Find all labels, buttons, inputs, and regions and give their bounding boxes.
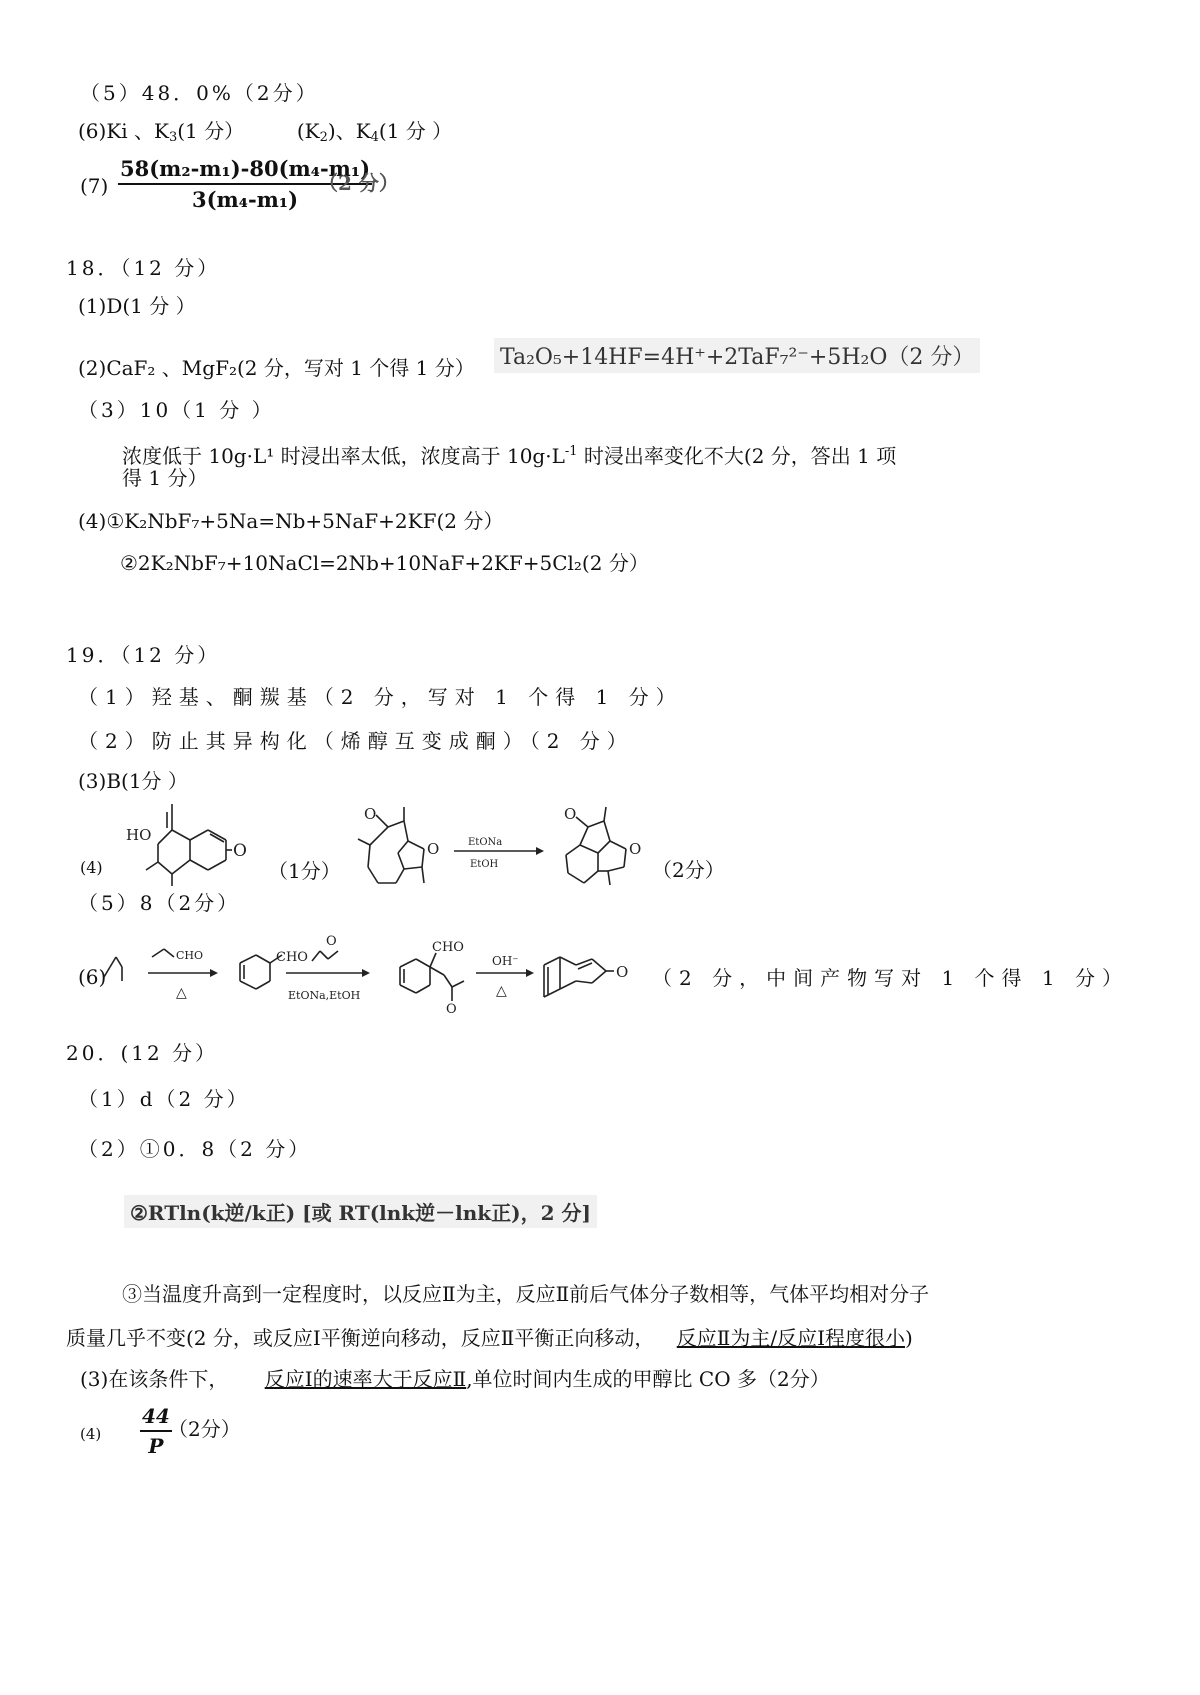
q18-line1: (1)D(1 分 ）: [78, 294, 196, 318]
route-cho-2: CHO: [276, 950, 308, 965]
hydroxyl-label: HO: [126, 826, 152, 844]
ketone-o-label-c2: O: [629, 840, 642, 858]
q19-structure-a: [120, 800, 250, 890]
q17-line7-label: (7): [80, 174, 109, 198]
q19-score-1: （1分）: [268, 859, 341, 883]
q18-line2: (2)CaF₂ 、MgF₂(2 分，写对 1 个得 1 分）: [78, 356, 475, 380]
route-delta-2: △: [496, 983, 507, 999]
q19-structure-b: [348, 805, 438, 895]
q19-line1: （1）羟基、酮羰基（2 分，写对 1 个得 1 分）: [78, 685, 683, 709]
q20-line3a: ③当温度升高到一定程度时，以反应Ⅱ为主，反应Ⅱ前后气体分子数相等，气体平均相对分子: [122, 1282, 930, 1306]
q18-line3-text: 浓度低于 10g·L¹ 时浸出率太低，浓度高于 $10g\cdot L^{-1}$ 时浸出率变化不大(2 分，答出 1 项: [122, 444, 897, 468]
q19-reaction-arrow: [452, 835, 542, 875]
q19-line2: （2）防止其异构化（烯醇互变成酮）（2 分）: [78, 729, 634, 753]
q18-equation: Ta₂O₅+14HF=4H⁺+2TaF₇²⁻+5H₂O（2 分）: [494, 338, 980, 373]
reagent-top: EtONa: [468, 837, 503, 848]
route-o-mid: O: [446, 1002, 457, 1017]
q20-line2: （2）①0．8（2 分）: [78, 1137, 312, 1161]
q20-fraction: $\frac{44}{P}$: [142, 1404, 170, 1458]
q18-line4b: ②2K₂NbF₇+10NaCl=2Nb+10NaF+2KF+5Cl₂(2 分）: [120, 551, 649, 575]
q20-heading: 20．(12 分）: [66, 1041, 219, 1065]
q19-line6-score: （2 分，中间产物写对 1 个得 1 分）: [652, 966, 1129, 990]
q19-synthesis-route: [100, 925, 660, 1015]
q19-score-2: （2分）: [652, 858, 725, 882]
q19-line6-label: (6): [78, 965, 107, 989]
q18-heading: 18．（12 分）: [66, 256, 221, 280]
route-delta-1: △: [176, 985, 187, 1001]
route-oh: OH⁻: [492, 954, 519, 968]
q20-line3b: 质量几乎不变(2 分，或反应Ⅰ平衡逆向移动，反应Ⅱ平衡正向移动， 反应Ⅱ为主/反应Ⅰ程度很小): [66, 1326, 913, 1350]
q17-formula-score: （2 分）: [318, 171, 399, 195]
q20-line5-label: (4): [80, 1425, 102, 1443]
q19-heading: 19．（12 分）: [66, 643, 221, 667]
route-cho-3: CHO: [432, 940, 464, 955]
route-reagent: EtONa,EtOH: [288, 989, 361, 1002]
ketone-o-label-c1: O: [564, 805, 577, 823]
q19-line3: (3)B(1分 ）: [78, 769, 188, 793]
q18-line3: （3）10（1 分 ）: [78, 398, 275, 422]
q19-line4-label: (4): [80, 858, 103, 877]
ketone-o-label-a: O: [233, 841, 247, 861]
q17-line6: (6)Ki 、$K_3(1$ 分） $(K_2)$、$K_4(1$ 分 ）: [78, 119, 453, 145]
ketone-o-label-b1: O: [364, 805, 377, 823]
route-cho-1: CHO: [176, 949, 204, 962]
route-o-top: O: [326, 934, 337, 949]
q20-line5-score: （2分）: [168, 1417, 241, 1441]
ketone-o-label-b2: O: [427, 840, 440, 858]
q17-line5: （5）48．0%（2分）: [80, 81, 319, 105]
reagent-bottom: EtOH: [470, 859, 499, 870]
route-o-end: O: [616, 963, 629, 981]
q20-line4: (3)在该条件下， 反应Ⅰ的速率大于反应Ⅱ,单位时间内生成的甲醇比 CO 多（2分）: [80, 1367, 830, 1391]
q20-line1: （1）d（2 分）: [78, 1087, 250, 1111]
q18-line3-text-cont: 得 1 分）: [122, 466, 208, 490]
q19-structure-c: [550, 805, 640, 895]
q18-line4a: (4)①K₂NbF₇+5Na=Nb+5NaF+2KF(2 分）: [78, 509, 504, 533]
q19-line5: （5）8（2分）: [78, 891, 241, 915]
q20-formula-image: ②RTln(k逆/k正) [或 RT(lnk逆－lnk正)，2 分]: [124, 1195, 597, 1228]
q17-formula: $\frac{\text{58(m₂-m₁)-80(m₄-m₁)}}{\text{3(m₄-m₁)}}$: [120, 156, 371, 212]
